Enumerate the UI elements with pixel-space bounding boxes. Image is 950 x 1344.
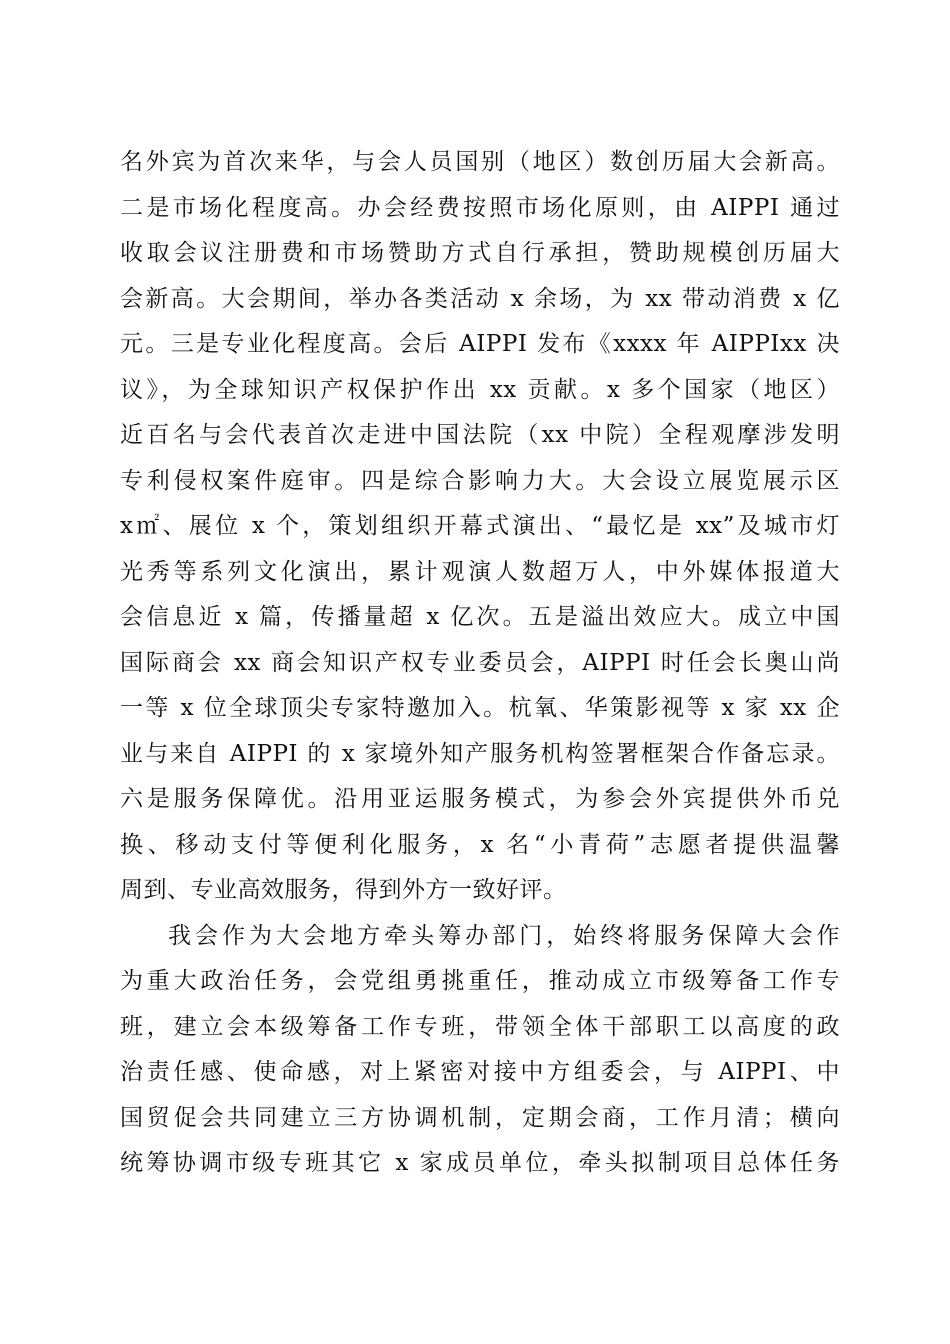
text-line: 一等 x 位全球顶尖专家特邀加入。杭氧、华策影视等 x 家 xx 企 <box>120 695 840 721</box>
document-body <box>120 140 840 1187</box>
text-line: 统筹协调市级专班其它 x 家成员单位，牵头拟制项目总体任务 <box>120 1150 840 1176</box>
paragraph-first-line: 我会作为大会地方牵头筹办部门，始终将服务保障大会作 <box>168 922 840 949</box>
text-line: 专利侵权案件庭审。四是综合影响力大。大会设立展览展示区 <box>120 467 840 494</box>
text-line: 班，建立会本级筹备工作专班，带领全体干部职工以高度的政 <box>120 1013 840 1040</box>
text-line: 为重大政治任务，会党组勇挑重任，推动成立市级筹备工作专 <box>120 968 840 994</box>
text-line: 六是服务保障优。沿用亚运服务模式，为参会外宾提供外币兑 <box>120 786 840 812</box>
text-line: 会新高。大会期间，举办各类活动 x 余场，为 xx 带动消费 x 亿 <box>120 285 840 312</box>
text-line: x㎡、展位 x 个，策划组织开幕式演出、“最忆是 xx”及城市灯 <box>120 513 840 539</box>
text-line: 二是市场化程度高。办会经费按照市场化原则，由 AIPPI 通过 <box>120 194 840 221</box>
text-line: 国贸促会共同建立三方协调机制，定期会商，工作月清；横向 <box>120 1104 840 1131</box>
text-line: 换、移动支付等便利化服务，x 名“小青荷”志愿者提供温馨 <box>120 831 840 858</box>
text-line: 光秀等系列文化演出，累计观演人数超万人，中外媒体报道大 <box>120 558 840 585</box>
text-line: 元。三是专业化程度高。会后 AIPPI 发布《xxxx 年 AIPPIxx 决 <box>120 331 840 357</box>
text-line: 收取会议注册费和市场赞助方式自行承担，赞助规模创历届大 <box>120 240 840 266</box>
text-line: 国际商会 xx 商会知识产权专业委员会，AIPPI 时任会长奥山尚 <box>120 649 840 676</box>
text-line: 周到、专业高效服务，得到外方一致好评。 <box>120 877 567 903</box>
text-line: 近百名与会代表首次走进中国法院（xx 中院）全程观摩涉发明 <box>120 422 840 448</box>
text-line: 会信息近 x 篇，传播量超 x 亿次。五是溢出效应大。成立中国 <box>120 604 840 630</box>
text-line: 议》，为全球知识产权保护作出 xx 贡献。x 多个国家（地区） <box>120 376 840 403</box>
text-line: 治责任感、使命感，对上紧密对接中方组委会，与 AIPPI、中 <box>120 1059 840 1085</box>
text-line: 名外宾为首次来华，与会人员国别（地区）数创历届大会新高。 <box>120 149 840 175</box>
text-line: 业与来自 AIPPI 的 x 家境外知产服务机构签署框架合作备忘录。 <box>120 740 840 767</box>
